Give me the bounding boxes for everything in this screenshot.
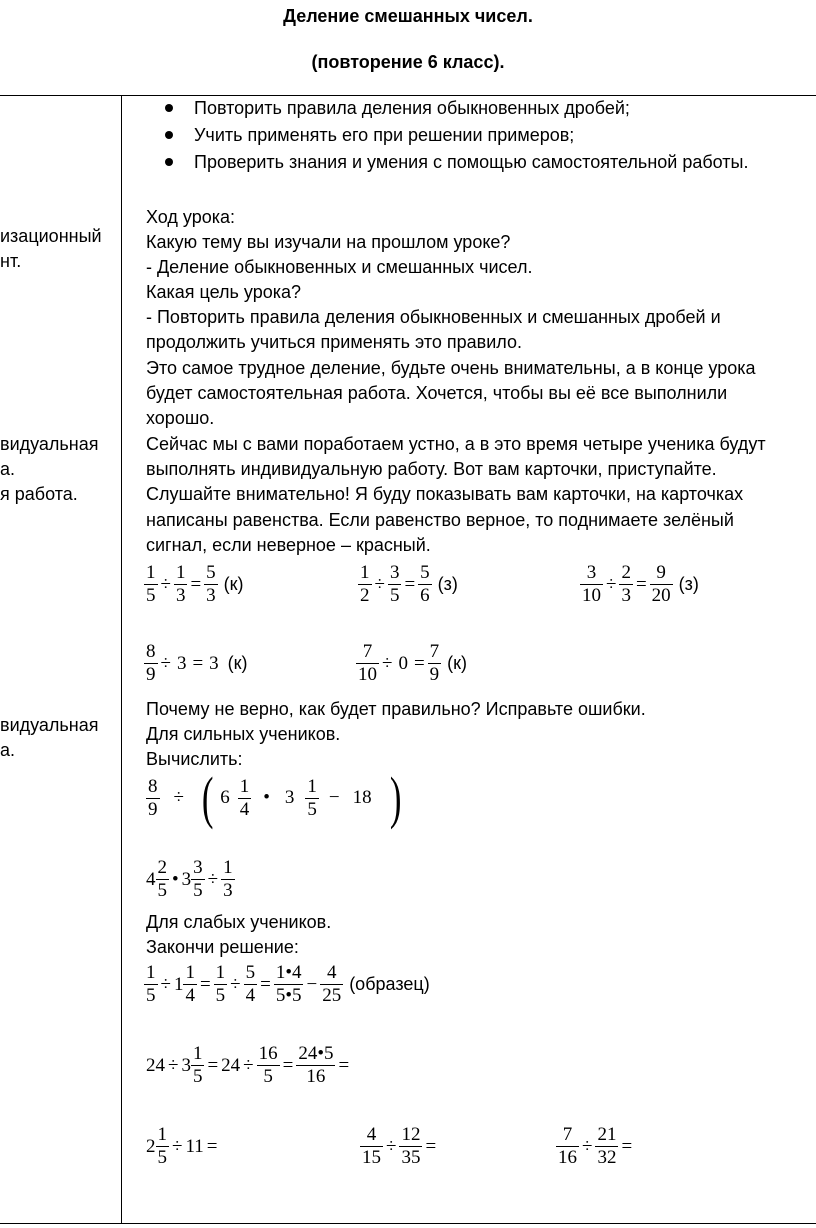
weak-problem-2: 24 ÷ 3 $\frac{1}{5}$ = 24 ÷ $\frac{16}{5}$ = $\frac{24•5}{16}$ = [146, 1043, 350, 1087]
lesson-line: сигнал, если неверное – красный. [146, 535, 431, 555]
left-cell-text: видуальная [0, 715, 99, 735]
lesson-line: Сейчас мы с вами поработаем устно, а в это время четыре ученика будут [146, 434, 766, 454]
strong-expression-2: 4 $\frac{2}{5}$ • 3 $\frac{3}{5}$ ÷ $\frac{1}{3}$ [146, 857, 233, 901]
strong-expression-1: $\frac{8}{9}$ ÷ ( 6 $\frac{1}{4}$ • 3 $\frac{1}{5}$ − 18 ) [148, 765, 402, 830]
lesson-line: Какую тему вы изучали на прошлом уроке? [146, 232, 511, 252]
lesson-line: будет самостоятельная работа. Хочется, чтобы вы её все выполнили [146, 383, 728, 403]
lesson-line: хорошо. [146, 408, 215, 428]
lesson-line: Это самое трудное деление, будьте очень внимательны, а в конце урока [146, 358, 756, 378]
lesson-line: Вычислить: [146, 749, 243, 769]
bullet-icon [165, 104, 173, 112]
left-cell-text: нт. [0, 251, 22, 271]
lesson-line: Какая цель урока? [146, 282, 302, 302]
weak-problem-4: $\frac{4}{15}$ ÷ $\frac{12}{35}$ = [362, 1124, 437, 1168]
page-subtitle: (повторение 6 класс). [311, 52, 505, 72]
card-equation-5: $\frac{7}{10}$ ÷ 0 = $\frac{7}{9}$ (к) [358, 641, 468, 685]
card-equation-3: $\frac{3}{10}$ ÷ $\frac{2}{3}$ = $\frac{9}{20}$ (з) [582, 562, 699, 606]
lesson-line: Ход урока: [146, 207, 236, 227]
goal-item: Повторить правила деления обыкновенных дробей; [194, 98, 630, 118]
lesson-line: Закончи решение: [146, 937, 299, 957]
card-equation-2: $\frac{1}{2}$ ÷ $\frac{3}{5}$ = $\frac{5}{6}$ (з) [360, 562, 458, 606]
left-cell-text: я работа. [0, 484, 78, 504]
table-bottom-border [0, 1223, 816, 1224]
goal-item: Учить применять его при решении примеров; [194, 125, 575, 145]
goal-item: Проверить знания и умения с помощью самостоятельной работы. [194, 152, 749, 172]
bullet-icon [165, 158, 173, 166]
bullet-icon [165, 131, 173, 139]
lesson-line: выполнять индивидуальную работу. Вот вам карточки, приступайте. [146, 459, 717, 479]
weak-sample-equation: $\frac{1}{5}$ ÷ 1 $\frac{1}{4}$ = $\frac{1}{5}$ ÷ $\frac{5}{4}$ = $\frac{1•4}{5•5}$ − $\frac{4}{25}$ (образец) [146, 962, 430, 1006]
lesson-line: Для сильных учеников. [146, 724, 341, 744]
left-cell-text: видуальная [0, 434, 99, 454]
lesson-line: продолжить учиться применять это правило. [146, 332, 522, 352]
left-cell-text: а. [0, 459, 16, 479]
card-equation-4: $\frac{8}{9}$ ÷ 3 = 3 (к) [146, 641, 248, 685]
lesson-line: - Повторить правила деления обыкновенных и смешанных дробей и [146, 307, 721, 327]
left-cell-text: а. [0, 740, 16, 760]
table-column-divider [121, 95, 122, 1224]
lesson-line: - Деление обыкновенных и смешанных чисел. [146, 257, 533, 277]
page-title: Деление смешанных чисел. [283, 6, 533, 26]
card-equation-1: $\frac{1}{5}$ ÷ $\frac{1}{3}$ = $\frac{5}{3}$ (к) [146, 562, 244, 606]
lesson-line: написаны равенства. Если равенство верное, то поднимаете зелёный [146, 510, 734, 530]
lesson-line: Почему не верно, как будет правильно? Исправьте ошибки. [146, 699, 646, 719]
left-cell-text: изационный [0, 226, 102, 246]
lesson-line: Слушайте внимательно! Я буду показывать вам карточки, на карточках [146, 484, 744, 504]
weak-problem-3: 2 $\frac{1}{5}$ ÷ 11 = [146, 1124, 218, 1168]
weak-problem-5: $\frac{7}{16}$ ÷ $\frac{21}{32}$ = [558, 1124, 633, 1168]
lesson-line: Для слабых учеников. [146, 912, 332, 932]
